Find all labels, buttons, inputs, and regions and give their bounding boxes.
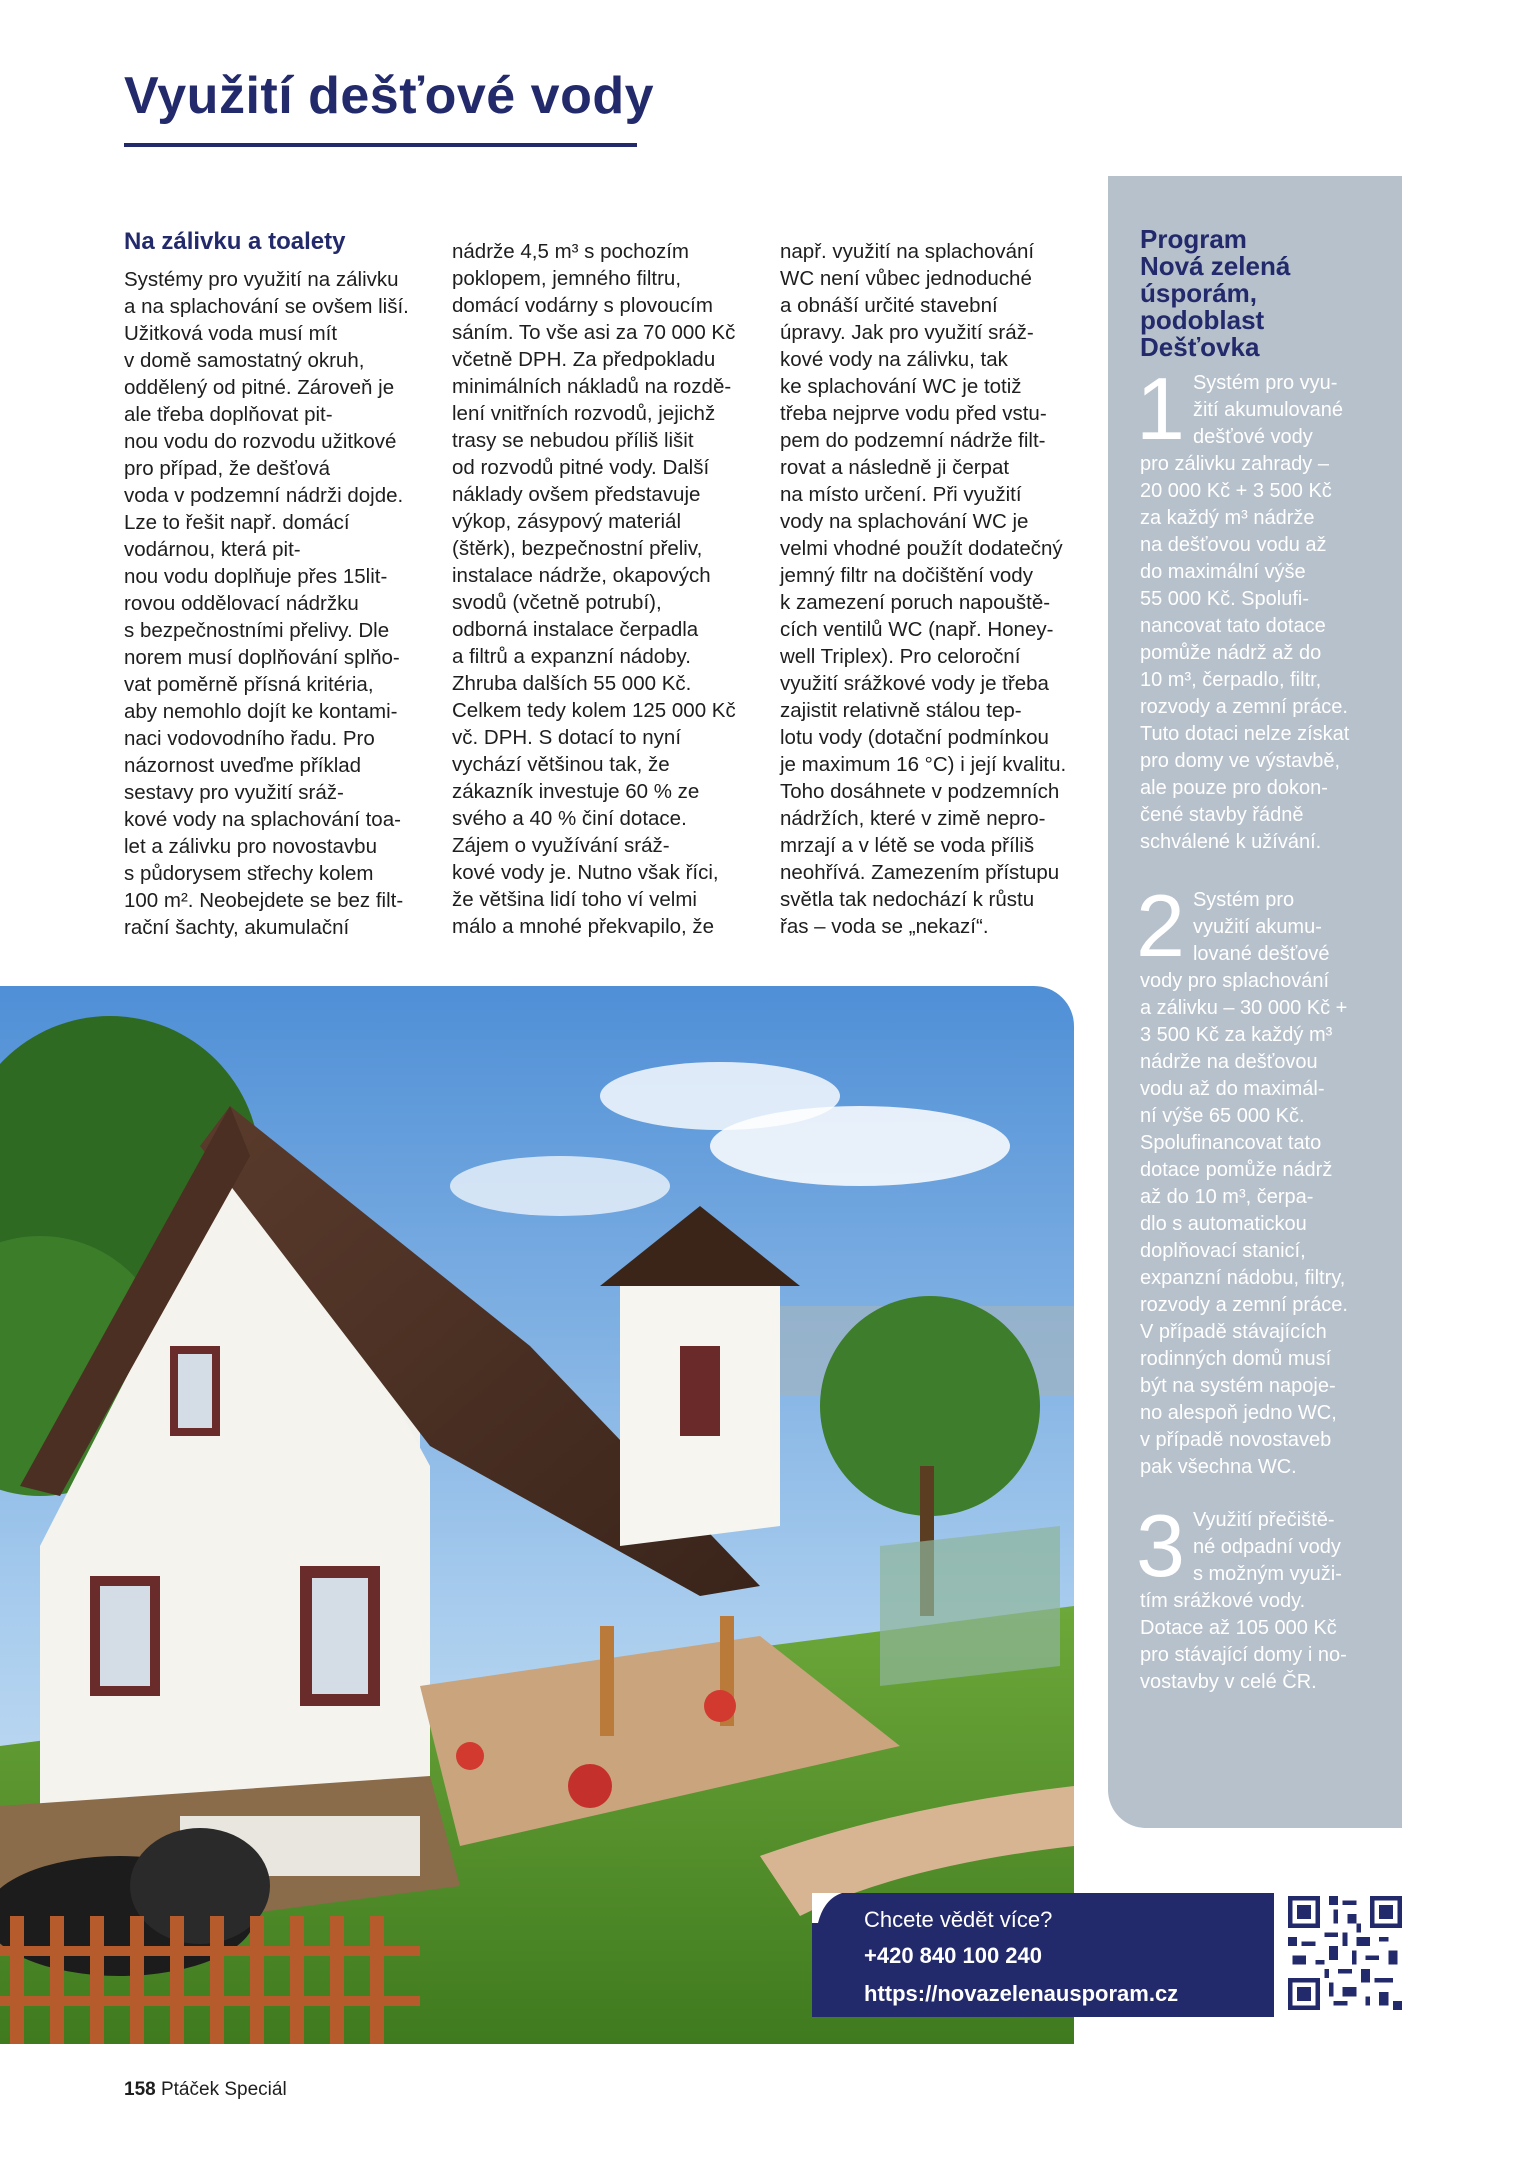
house-illustration xyxy=(0,986,1074,2044)
page-footer xyxy=(124,2079,287,2101)
contact-box xyxy=(812,1893,1274,2017)
article-column-2 xyxy=(452,238,757,940)
contact-url[interactable]: https://novazelenausporam.cz xyxy=(864,1981,1179,2006)
contact-phone[interactable]: +420 840 100 240 xyxy=(864,1943,1043,1968)
contact-question: Chcete vědět více? xyxy=(864,1907,1053,1932)
sidebar-item-number: 1 xyxy=(1136,359,1185,458)
sidebar-item-text: Systém pro vyu- žití akumulované dešťové vody pro zálivku zahrady – 20 000 Kč + 3 500 Kč za každý m³ nádrže na dešťovou vodu až do maximální výše 55 000 Kč. Spolufi- nancovat tato dotace pomůže nádrž až do 10 m³, čerpadlo, filtr, rozvody a zemní práce. Tuto dotaci nelze získat pro domy ve výstavbě, ale pouze pro dokon- čené stavby řádně schválené k užívání. xyxy=(1140,372,1350,853)
page-title: Využití dešťové vody xyxy=(124,67,655,125)
sidebar-item-2 xyxy=(1136,876,1386,1481)
page-number: 158 xyxy=(124,2079,156,2100)
sidebar-item-text: Systém pro využití akumu- lované dešťové vody pro splachování a zálivku – 30 000 Kč + 3 500 Kč za každý m³ nádrže na dešťovou vodu až do maximál- ní výše 65 000 Kč. Spolufinancovat tato dotace pomůže nádrž až do 10 m³, čerpa- dlo s automatickou doplňovací stanicí, expanzní nádobu, filtry, rozvody a zemní práce. V případě stávajících rodinných domů musí být na systém napoje- no alespoň jedno WC, v případě novostaveb pak všechna WC. xyxy=(1140,889,1348,1478)
sidebar-item-text: Využití přečiště- né odpadní vody s možným využi- tím srážkové vody. Dotace až 105 000 Kč pro stávající domy i no- vostavby v celé ČR. xyxy=(1140,1509,1347,1693)
title-underline xyxy=(124,143,637,147)
publication-name: Ptáček Speciál xyxy=(160,2079,287,2100)
article-subheading: Na zálivku a toalety xyxy=(124,228,346,255)
qr-code-icon[interactable] xyxy=(1288,1893,1402,2013)
sidebar-item-number: 3 xyxy=(1136,1496,1185,1595)
sidebar-item-3 xyxy=(1136,1496,1386,1696)
article-text-2: nádrže 4,5 m³ s pochozím poklopem, jemného filtru, domácí vodárny s plovoucím sáním. To vše asi za 70 000 Kč včetně DPH. Za předpokladu minimálních nákladů na rozdě- lení vnitřních rozvodů, jejichž trasy se nebudou příliš lišit od rozvodů pitné vody. Další náklady ovšem představuje výkop, zásypový materiál (štěrk), bezpečnostní přeliv, instalace nádrže, okapových svodů (včetně potrubí), odborná instalace čerpadla a filtrů a expanzní nádoby. Zhruba dalších 55 000 Kč. Celkem tedy kolem 125 000 Kč vč. DPH. S dotací to nyní vychází většinou tak, že zákazník investuje 60 % ze svého a 40 % činí dotace. Zájem o využívání sráž- kové vody je. Nutno však říci, že většina lidí toho ví velmi málo a mnohé překvapilo, že xyxy=(452,240,736,938)
sidebar-item-1 xyxy=(1136,359,1386,856)
sidebar-title: Program Nová zelená úsporám, podoblast Dešťovka xyxy=(1140,224,1291,362)
sidebar-item-number: 2 xyxy=(1136,876,1185,975)
greenhouse xyxy=(880,1526,1060,1686)
article-column-1 xyxy=(124,228,424,941)
article-text-1: Systémy pro využití na zálivku a na splachování se ovšem liší. Užitková voda musí mít v domě samostatný okruh, oddělený od pitné. Zároveň je ale třeba doplňovat pit- nou vodu do rozvodu užitkové pro případ, že dešťová voda v podzemní nádrži dojde. Lze to řešit např. domácí vodárnou, která pit- nou vodu doplňuje přes 15lit- rovou oddělovací nádržku s bezpečnostními přelivy. Dle norem musí doplňování splňo- vat poměrně přísná kritéria, aby nemohlo dojít ke kontami- naci vodovodního řadu. Pro názornost uveďme příklad sestavy pro využití sráž- kové vody na splachování toa- let a zálivku pro novostavbu s půdorysem střechy kolem 100 m². Neobejdete se bez filt- rační šachty, akumulační xyxy=(124,268,409,939)
article-text-3: např. využití na splachování WC není vůbec jednoduché a obnáší určité stavební úpravy. Jak pro využití sráž- kové vody na zálivku, tak ke splachování WC je totiž třeba nejprve vodu před vstu- pem do podzemní nádrže filt- rovat a následně ji čerpat na místo určení. Při využití vody na splachování WC je velmi vhodné použít dodatečný jemný filtr na dočištění vody k zamezení poruch napouště- cích ventilů WC (např. Honey- well Triplex). Pro celoroční využití srážkové vody je třeba zajistit relativně stálou tep- lotu vody (dotační podmínkou je maximum 16 °C) i její kvalitu. Toho dosáhnete v podzemních nádržích, které v zimě nepro- mrzají a v létě se voda příliš neohřívá. Zamezením přístupu světla tak nedochází k růstu řas – voda se „nekazí“. xyxy=(780,240,1067,938)
corner-icon xyxy=(812,1893,842,1923)
article-column-3 xyxy=(780,238,1085,940)
